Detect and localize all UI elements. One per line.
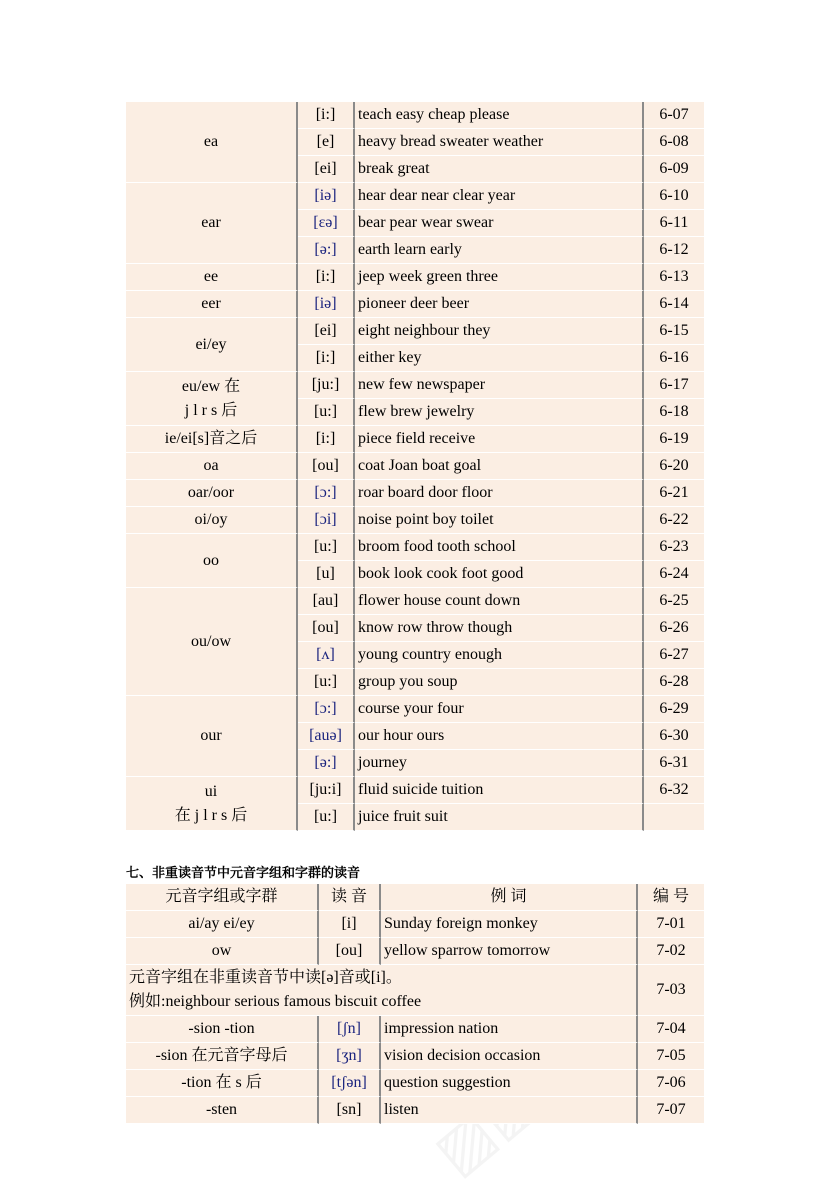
example-words-cell: group you soup xyxy=(355,669,644,696)
code-cell: 6-14 xyxy=(644,291,704,318)
table-row xyxy=(126,102,704,129)
column-header: 编 号 xyxy=(638,884,704,911)
example-words-cell: fluid suicide tuition xyxy=(355,777,644,804)
phonetic-cell: [auə] xyxy=(298,723,355,750)
example-words-cell: course your four xyxy=(355,696,644,723)
code-cell: 7-06 xyxy=(638,1070,704,1097)
note-line1: 元音字组在非重读音节中读[ə]音或[i]。 xyxy=(129,969,402,986)
code-cell: 6-28 xyxy=(644,669,704,696)
example-words-cell: teach easy cheap please xyxy=(355,102,644,129)
example-words-cell: impression nation xyxy=(381,1016,638,1043)
table-header-row xyxy=(126,884,704,911)
letter-group-cell xyxy=(126,777,298,831)
code-cell: 6-09 xyxy=(644,156,704,183)
letter-group-cell: ou/ow xyxy=(126,588,298,696)
code-cell: 6-15 xyxy=(644,318,704,345)
code-cell: 6-22 xyxy=(644,507,704,534)
phonetic-cell: [ɔ:] xyxy=(298,696,355,723)
phonetic-cell: [u:] xyxy=(298,804,355,831)
example-words-cell: flew brew jewelry xyxy=(355,399,644,426)
code-cell: 6-30 xyxy=(644,723,704,750)
letter-group-cell: -sion 在元音字母后 xyxy=(126,1043,319,1070)
example-words-cell: book look cook foot good xyxy=(355,561,644,588)
code-cell: 6-19 xyxy=(644,426,704,453)
example-words-cell: question suggestion xyxy=(381,1070,638,1097)
table-row xyxy=(126,426,704,453)
letter-group-cell xyxy=(126,372,298,426)
code-cell: 7-01 xyxy=(638,911,704,938)
code-cell: 6-29 xyxy=(644,696,704,723)
code-cell: 6-10 xyxy=(644,183,704,210)
letter-group-cell: -sion -tion xyxy=(126,1016,319,1043)
phonetic-cell: [ɔi] xyxy=(298,507,355,534)
letter-group-line2: 在 j l r s 后 xyxy=(174,806,248,824)
letter-group-cell: oo xyxy=(126,534,298,588)
phonetic-cell: [ʒn] xyxy=(319,1043,381,1070)
phonetic-cell: [ou] xyxy=(319,938,381,965)
example-words-cell: young country enough xyxy=(355,642,644,669)
code-cell: 6-20 xyxy=(644,453,704,480)
letter-group-cell: oar/oor xyxy=(126,480,298,507)
table-row xyxy=(126,1043,704,1070)
column-header: 读 音 xyxy=(319,884,381,911)
example-words-cell: either key xyxy=(355,345,644,372)
section-heading: 七、非重读音节中元音字组和字群的读音 xyxy=(126,866,361,881)
code-cell: 6-08 xyxy=(644,129,704,156)
table-row xyxy=(126,534,704,561)
table-row xyxy=(126,183,704,210)
example-words-cell: coat Joan boat goal xyxy=(355,453,644,480)
code-cell: 7-07 xyxy=(638,1097,704,1124)
phonetic-cell: [i:] xyxy=(298,345,355,372)
phonetic-cell: [ei] xyxy=(298,156,355,183)
phonetic-cell: [ʃn] xyxy=(319,1016,381,1043)
example-words-cell: noise point boy toilet xyxy=(355,507,644,534)
table-row xyxy=(126,588,704,615)
example-words-cell: vision decision occasion xyxy=(381,1043,638,1070)
code-cell: 6-25 xyxy=(644,588,704,615)
letter-group-cell: ie/ei[s]音之后 xyxy=(126,426,298,453)
phonetic-cell: [ə:] xyxy=(298,750,355,777)
phonetic-cell: [ou] xyxy=(298,453,355,480)
letter-group-cell: ea xyxy=(126,102,298,183)
example-words-cell: roar board door floor xyxy=(355,480,644,507)
table-row xyxy=(126,696,704,723)
phonetic-cell: [u:] xyxy=(298,399,355,426)
code-cell: 7-02 xyxy=(638,938,704,965)
phonetic-cell: [i:] xyxy=(298,102,355,129)
code-cell: 7-03 xyxy=(638,965,704,1016)
letter-group-cell: -sten xyxy=(126,1097,319,1124)
letter-group-cell: eer xyxy=(126,291,298,318)
example-words-cell: Sunday foreign monkey xyxy=(381,911,638,938)
phonetic-cell: [u] xyxy=(298,561,355,588)
table-row xyxy=(126,318,704,345)
code-cell: 6-11 xyxy=(644,210,704,237)
phonetic-cell: [i] xyxy=(319,911,381,938)
table-row xyxy=(126,1016,704,1043)
phonetic-cell: [iə] xyxy=(298,291,355,318)
phonetic-cell: [u:] xyxy=(298,534,355,561)
phonetic-cell: [au] xyxy=(298,588,355,615)
phonetic-cell: [ɔ:] xyxy=(298,480,355,507)
table-row xyxy=(126,507,704,534)
code-cell: 6-32 xyxy=(644,777,704,804)
example-words-cell: heavy bread sweater weather xyxy=(355,129,644,156)
table-row xyxy=(126,291,704,318)
example-words-cell: journey xyxy=(355,750,644,777)
table-row xyxy=(126,938,704,965)
code-cell: 6-13 xyxy=(644,264,704,291)
code-cell: 6-27 xyxy=(644,642,704,669)
code-cell: 6-18 xyxy=(644,399,704,426)
column-header: 元音字组或字群 xyxy=(126,884,319,911)
letter-group-cell: ei/ey xyxy=(126,318,298,372)
table-row xyxy=(126,1070,704,1097)
example-words-cell: hear dear near clear year xyxy=(355,183,644,210)
code-cell: 6-12 xyxy=(644,237,704,264)
code-cell: 7-04 xyxy=(638,1016,704,1043)
code-cell: 6-16 xyxy=(644,345,704,372)
letter-group-line2: j l r s 后 xyxy=(184,401,238,419)
example-words-cell: new few newspaper xyxy=(355,372,644,399)
example-words-cell: bear pear wear swear xyxy=(355,210,644,237)
unstressed-vowel-table-7 xyxy=(126,884,704,1124)
phonetic-cell: [ɛə] xyxy=(298,210,355,237)
example-words-cell: jeep week green three xyxy=(355,264,644,291)
phonetic-cell: [ʌ] xyxy=(298,642,355,669)
example-words-cell: juice fruit suit xyxy=(355,804,644,831)
example-words-cell: yellow sparrow tomorrow xyxy=(381,938,638,965)
code-cell: 6-24 xyxy=(644,561,704,588)
phonetic-cell: [iə] xyxy=(298,183,355,210)
phonetic-cell: [ou] xyxy=(298,615,355,642)
phonetic-cell: [e] xyxy=(298,129,355,156)
table-row xyxy=(126,480,704,507)
code-cell: 6-31 xyxy=(644,750,704,777)
example-words-cell: piece field receive xyxy=(355,426,644,453)
table-row xyxy=(126,777,704,804)
letter-group-cell: ear xyxy=(126,183,298,264)
vowel-group-table-6 xyxy=(126,102,704,831)
table-row xyxy=(126,1097,704,1124)
phonetic-cell: [sn] xyxy=(319,1097,381,1124)
example-words-cell: our hour ours xyxy=(355,723,644,750)
phonetic-cell: [i:] xyxy=(298,264,355,291)
phonetic-cell: [i:] xyxy=(298,426,355,453)
note-line2: 例如:neighbour serious famous biscuit coffee xyxy=(129,993,422,1010)
code-cell: 6-26 xyxy=(644,615,704,642)
table-row xyxy=(126,965,704,1016)
example-words-cell: pioneer deer beer xyxy=(355,291,644,318)
example-words-cell: break great xyxy=(355,156,644,183)
code-cell: 7-05 xyxy=(638,1043,704,1070)
code-cell xyxy=(644,804,704,831)
letter-group-line1: ui xyxy=(204,782,218,800)
phonetic-cell: [u:] xyxy=(298,669,355,696)
letter-group-cell: oi/oy xyxy=(126,507,298,534)
table-row xyxy=(126,453,704,480)
table-row xyxy=(126,372,704,399)
code-cell: 6-07 xyxy=(644,102,704,129)
letter-group-cell: ow xyxy=(126,938,319,965)
letter-group-line1: eu/ew 在 xyxy=(181,377,241,395)
phonetic-cell: [ju:i] xyxy=(298,777,355,804)
table-row xyxy=(126,264,704,291)
letter-group-cell: ee xyxy=(126,264,298,291)
column-header: 例 词 xyxy=(381,884,638,911)
table-row xyxy=(126,911,704,938)
phonetic-cell: [tʃən] xyxy=(319,1070,381,1097)
letter-group-cell: our xyxy=(126,696,298,777)
example-words-cell: flower house count down xyxy=(355,588,644,615)
phonetic-cell: [ei] xyxy=(298,318,355,345)
example-words-cell: broom food tooth school xyxy=(355,534,644,561)
example-words-cell: know row throw though xyxy=(355,615,644,642)
example-words-cell: earth learn early xyxy=(355,237,644,264)
code-cell: 6-23 xyxy=(644,534,704,561)
phonetic-cell: [ju:] xyxy=(298,372,355,399)
letter-group-cell: -tion 在 s 后 xyxy=(126,1070,319,1097)
example-words-cell: listen xyxy=(381,1097,638,1124)
code-cell: 6-17 xyxy=(644,372,704,399)
letter-group-cell: oa xyxy=(126,453,298,480)
merged-note-cell xyxy=(126,965,638,1016)
example-words-cell: eight neighbour they xyxy=(355,318,644,345)
code-cell: 6-21 xyxy=(644,480,704,507)
letter-group-cell: ai/ay ei/ey xyxy=(126,911,319,938)
phonetic-cell: [ə:] xyxy=(298,237,355,264)
